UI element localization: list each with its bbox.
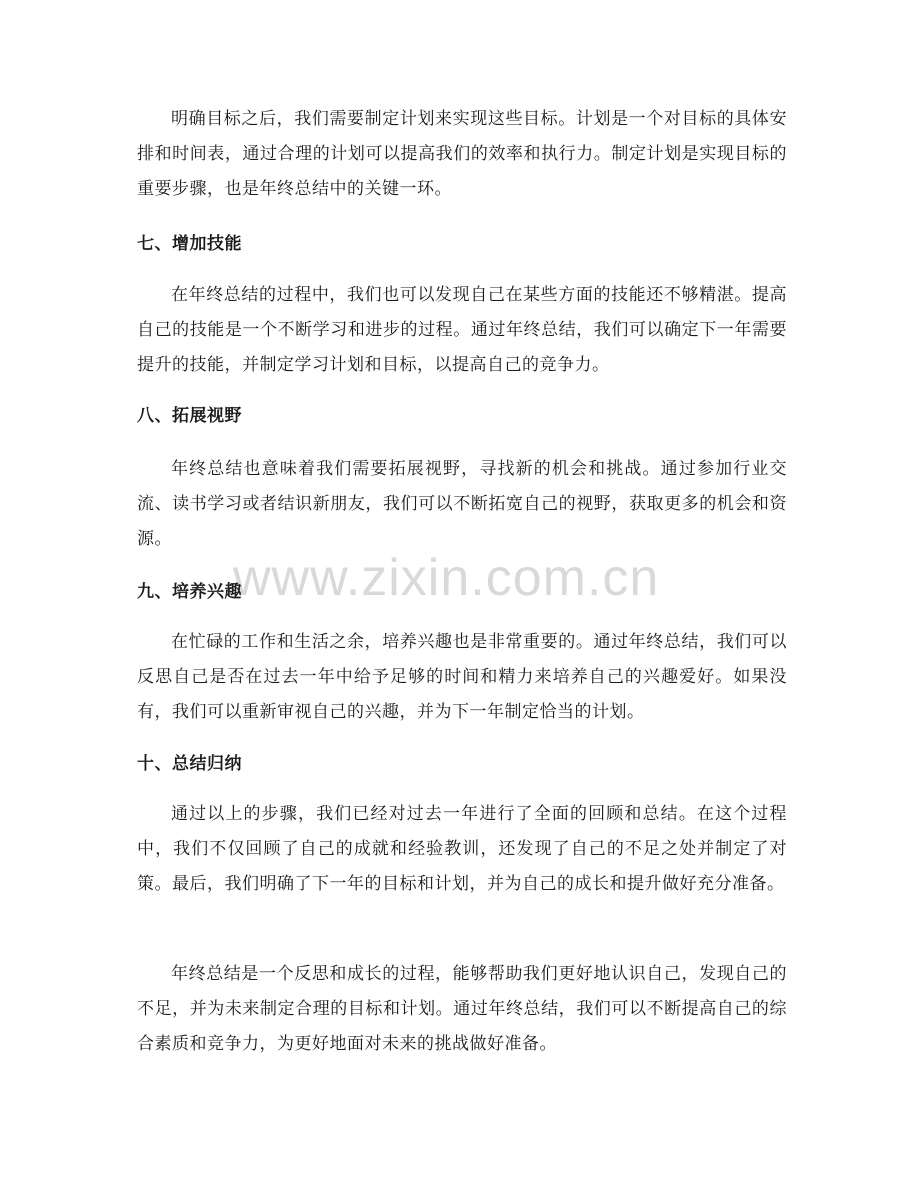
paragraph-summary: 通过以上的步骤，我们已经对过去一年进行了全面的回顾和总结。在这个过程中，我们不仅回顾了自己的成就和经验教训，还发现了自己的不足之处并制定了对策。最后，我们明确了下一年的目标和计划，并为自己的成长和提升做好充分准备。	[137, 804, 787, 894]
heading-cultivate-interests: 九、培养兴趣	[137, 582, 242, 602]
paragraph-horizons: 年终总结也意味着我们需要拓展视野，寻找新的机会和挑战。通过参加行业交流、读书学习或者结识新朋友，我们可以不断拓宽自己的视野，获取更多的机会和资源。	[137, 459, 787, 549]
paragraph-planning: 明确目标之后，我们需要制定计划来实现这些目标。计划是一个对目标的具体安排和时间表，通过合理的计划可以提高我们的效率和执行力。制定计划是实现目标的重要步骤，也是年终总结中的关键一环。	[137, 109, 787, 199]
heading-increase-skills: 七、增加技能	[137, 234, 242, 254]
heading-broaden-horizons: 八、拓展视野	[137, 406, 242, 426]
paragraph-interests: 在忙碌的工作和生活之余，培养兴趣也是非常重要的。通过年终总结，我们可以反思自己是否在过去一年中给予足够的时间和精力来培养自己的兴趣爱好。如果没有，我们可以重新审视自己的兴趣，并为下一年制定恰当的计划。	[137, 632, 787, 722]
heading-summary: 十、总结归纳	[137, 754, 242, 774]
paragraph-skills: 在年终总结的过程中，我们也可以发现自己在某些方面的技能还不够精湛。提高自己的技能是一个不断学习和进步的过程。通过年终总结，我们可以确定下一年需要提升的技能，并制定学习计划和目标，以提高自己的竞争力。	[137, 285, 787, 375]
watermark: www.zixin.com.cn	[233, 549, 660, 607]
paragraph-conclusion: 年终总结是一个反思和成长的过程，能够帮助我们更好地认识自己，发现自己的不足，并为未来制定合理的目标和计划。通过年终总结，我们可以不断提高自己的综合素质和竞争力，为更好地面对未来的挑战做好准备。	[137, 964, 787, 1054]
